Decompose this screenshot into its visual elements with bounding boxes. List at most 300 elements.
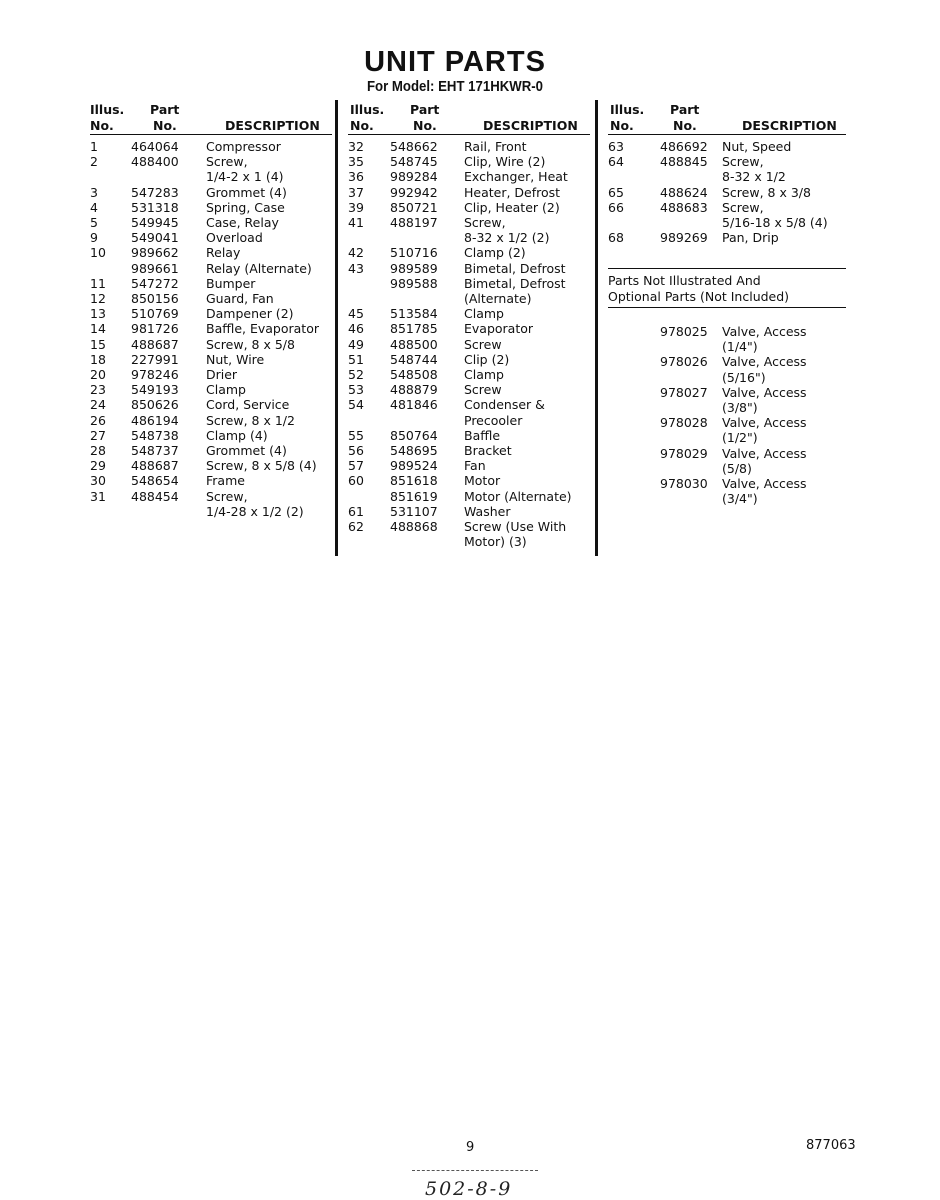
table-row <box>348 337 590 352</box>
description-line: Screw, 8 x 3/8 <box>722 184 811 200</box>
illus-number: 2 <box>90 154 98 170</box>
part-number: 850626 <box>131 397 179 413</box>
description-line: Clamp (2) <box>464 245 526 261</box>
illus-number: 49 <box>348 336 364 352</box>
description-line: Dampener (2) <box>206 306 294 322</box>
illus-header-line2: No. <box>350 118 374 133</box>
description-line: Valve, Access <box>722 324 807 339</box>
part-number: 488454 <box>131 488 179 504</box>
part-header-line2: No. <box>673 118 697 133</box>
parts-column <box>90 100 332 519</box>
description-line: 5/16-18 x 5/8 (4) <box>722 215 828 231</box>
table-row <box>348 139 590 154</box>
description-line: Fan <box>464 458 486 474</box>
table-row <box>348 428 590 443</box>
table-row <box>348 245 590 260</box>
table-row <box>90 352 332 367</box>
description-line: Pan, Drip <box>722 230 779 246</box>
illus-header-line1: Illus. <box>350 102 385 117</box>
table-row <box>608 185 846 200</box>
part-number: 488687 <box>131 336 179 352</box>
illus-number: 11 <box>90 275 106 291</box>
illus-number: 42 <box>348 245 364 261</box>
part-description <box>722 415 807 445</box>
part-description <box>206 200 285 215</box>
illus-number: 55 <box>348 427 364 443</box>
part-description <box>464 489 572 504</box>
table-row <box>348 200 590 215</box>
illus-number: 35 <box>348 154 364 170</box>
illus-number <box>348 276 390 306</box>
description-line: Cord, Service <box>206 397 290 413</box>
part-header-line2: No. <box>413 118 437 133</box>
table-row <box>348 321 590 336</box>
description-line: Exchanger, Heat <box>464 169 568 185</box>
description-line: Rail, Front <box>464 139 527 154</box>
part-description <box>722 185 811 200</box>
description-line: Drier <box>206 367 238 383</box>
illus-number: 18 <box>90 351 106 367</box>
part-description <box>206 382 246 397</box>
illus-number: 29 <box>90 458 106 474</box>
description-line: (3/8") <box>722 400 758 416</box>
part-number: 850156 <box>131 291 179 307</box>
part-number: 513584 <box>390 306 438 322</box>
table-row <box>348 382 590 397</box>
part-description <box>206 245 240 260</box>
part-number: 978025 <box>660 324 708 339</box>
description-line: Precooler <box>464 412 523 428</box>
part-number: 488683 <box>660 199 708 215</box>
description-line: Valve, Access <box>722 445 807 461</box>
part-description <box>464 428 500 443</box>
part-description <box>722 324 807 354</box>
description-line: 1/4-28 x 1/2 (2) <box>206 503 304 519</box>
part-number: 978026 <box>660 354 708 370</box>
description-line: (5/16") <box>722 369 766 385</box>
part-description <box>206 443 287 458</box>
description-line: 8-32 x 1/2 (2) <box>464 230 550 246</box>
table-row <box>348 367 590 382</box>
description-line: Clamp (4) <box>206 427 268 443</box>
illus-number: 1 <box>90 139 98 154</box>
illus-number: 56 <box>348 443 364 459</box>
part-description <box>464 382 502 397</box>
part-description <box>464 169 568 184</box>
description-line: Guard, Fan <box>206 291 274 307</box>
handwritten-note: 502-8-9 <box>425 1178 513 1200</box>
description-line: 8-32 x 1/2 <box>722 169 786 185</box>
part-number: 989588 <box>390 275 438 291</box>
part-number: 989269 <box>660 230 708 246</box>
part-number: 488624 <box>660 184 708 200</box>
part-number: 488400 <box>131 154 179 170</box>
parts-column <box>608 100 846 245</box>
illus-number: 60 <box>348 473 364 489</box>
part-description <box>722 139 791 154</box>
illus-number: 13 <box>90 306 106 322</box>
description-line: (1/2") <box>722 430 758 446</box>
description-line: Baffle <box>464 427 501 443</box>
part-number: 547283 <box>131 184 179 200</box>
optional-parts-heading <box>608 268 846 308</box>
illus-number: 39 <box>348 199 364 215</box>
illus-number: 62 <box>348 519 364 535</box>
illus-number: 5 <box>90 215 98 231</box>
part-description <box>206 230 263 245</box>
illus-number: 31 <box>90 488 106 504</box>
table-row <box>90 321 332 336</box>
illus-number: 53 <box>348 382 364 398</box>
part-description <box>464 306 504 321</box>
parts-rows <box>90 139 332 519</box>
part-description <box>464 397 545 427</box>
illus-number: 27 <box>90 427 106 443</box>
table-row <box>90 245 332 260</box>
table-row <box>348 185 590 200</box>
part-description <box>206 185 287 200</box>
table-row <box>90 306 332 321</box>
part-description <box>206 139 281 154</box>
description-line: Relay <box>206 245 241 261</box>
description-header: DESCRIPTION <box>483 118 578 133</box>
illus-number: 26 <box>90 412 106 428</box>
part-number: 486692 <box>660 139 708 154</box>
part-description <box>722 154 786 184</box>
part-number: 989284 <box>390 169 438 185</box>
table-row <box>660 476 807 506</box>
description-line: Nut, Speed <box>722 139 792 154</box>
description-line: Valve, Access <box>722 476 807 492</box>
part-description <box>464 276 566 306</box>
description-line: Screw, <box>206 488 248 504</box>
part-number: 978027 <box>660 384 708 400</box>
part-number: 851619 <box>390 488 438 504</box>
part-description <box>464 185 560 200</box>
table-row <box>660 324 807 354</box>
description-line: Clamp <box>206 382 246 398</box>
table-row <box>90 139 332 154</box>
table-row <box>90 367 332 382</box>
table-row <box>90 291 332 306</box>
table-row <box>90 261 332 276</box>
part-description <box>206 291 274 306</box>
description-line: Screw, <box>464 215 506 231</box>
part-number: 992942 <box>390 184 438 200</box>
part-number: 548737 <box>131 443 179 459</box>
part-number: 488879 <box>390 382 438 398</box>
table-row <box>608 200 846 230</box>
description-line: Evaporator <box>464 321 534 337</box>
table-row <box>90 382 332 397</box>
description-line: Bracket <box>464 443 512 459</box>
part-description <box>722 354 807 384</box>
illus-number: 15 <box>90 336 106 352</box>
part-description <box>206 397 289 412</box>
part-number: 548745 <box>390 154 438 170</box>
illus-number: 43 <box>348 260 364 276</box>
optional-heading-line: Parts Not Illustrated And <box>608 273 761 288</box>
illus-header-line2: No. <box>90 118 114 133</box>
column-divider <box>335 100 338 556</box>
table-row <box>90 489 332 519</box>
part-number: 488500 <box>390 336 438 352</box>
table-row <box>660 415 807 445</box>
part-number: 851618 <box>390 473 438 489</box>
part-number: 486194 <box>131 412 179 428</box>
part-description <box>206 154 284 184</box>
part-number: 978246 <box>131 367 179 383</box>
table-row <box>90 200 332 215</box>
table-row <box>90 185 332 200</box>
document-number: 877063 <box>806 1138 856 1153</box>
illus-number: 30 <box>90 473 106 489</box>
part-description <box>206 428 268 443</box>
description-line: Bimetal, Defrost <box>464 275 566 291</box>
table-row <box>348 276 590 306</box>
table-row <box>90 337 332 352</box>
table-row <box>608 230 846 245</box>
page-title: UNIT PARTS <box>364 46 546 78</box>
part-header-line2: No. <box>153 118 177 133</box>
part-number: 531318 <box>131 199 179 215</box>
description-line: Screw, 8 x 5/8 <box>206 336 295 352</box>
table-row <box>90 276 332 291</box>
description-line: Relay (Alternate) <box>206 260 312 276</box>
part-description <box>464 245 526 260</box>
table-row <box>348 473 590 488</box>
table-row <box>348 261 590 276</box>
table-row <box>348 504 590 519</box>
part-number: 989662 <box>131 245 179 261</box>
part-number: 851785 <box>390 321 438 337</box>
part-number: 850721 <box>390 199 438 215</box>
illus-number: 51 <box>348 351 364 367</box>
description-line: Motor (Alternate) <box>464 488 572 504</box>
optional-heading-line: Optional Parts (Not Included) <box>608 288 790 304</box>
description-line: Nut, Wire <box>206 351 265 367</box>
table-row <box>90 413 332 428</box>
part-description <box>206 413 295 428</box>
part-number: 548654 <box>131 473 179 489</box>
table-row <box>90 428 332 443</box>
table-row <box>348 519 590 549</box>
description-line: Spring, Case <box>206 199 285 215</box>
part-number: 978029 <box>660 445 708 461</box>
illus-number: 23 <box>90 382 106 398</box>
part-number: 510716 <box>390 245 438 261</box>
description-line: Bimetal, Defrost <box>464 260 566 276</box>
table-row <box>90 458 332 473</box>
column-divider <box>595 100 598 556</box>
part-number: 850764 <box>390 427 438 443</box>
illus-number: 54 <box>348 397 364 413</box>
table-row <box>90 473 332 488</box>
description-line: Screw, <box>722 199 764 215</box>
part-description <box>206 261 312 276</box>
part-description <box>464 321 533 336</box>
table-row <box>348 215 590 245</box>
table-row <box>608 139 846 154</box>
table-row <box>90 215 332 230</box>
illus-number <box>90 261 131 276</box>
table-row <box>608 154 846 184</box>
part-number: 510769 <box>131 306 179 322</box>
table-row <box>348 154 590 169</box>
part-description <box>206 352 264 367</box>
part-number: 978028 <box>660 415 708 431</box>
table-row <box>348 352 590 367</box>
part-description <box>722 230 779 245</box>
illus-number: 52 <box>348 367 364 383</box>
part-description <box>206 276 255 291</box>
part-number: 548695 <box>390 443 438 459</box>
description-line: Washer <box>464 503 511 519</box>
description-line: Motor) (3) <box>464 534 527 550</box>
table-row <box>90 443 332 458</box>
description-line: Clamp <box>464 306 504 322</box>
description-line: Clamp <box>464 367 504 383</box>
illus-number: 20 <box>90 367 106 383</box>
description-line: Screw, 8 x 1/2 <box>206 412 295 428</box>
part-description <box>464 519 566 549</box>
part-number: 488868 <box>390 519 438 535</box>
illus-number: 57 <box>348 458 364 474</box>
table-row <box>90 154 332 184</box>
part-number: 989661 <box>131 260 179 276</box>
description-line: Screw <box>464 382 502 398</box>
table-row <box>348 458 590 473</box>
part-number: 549041 <box>131 230 179 246</box>
table-row <box>660 385 807 415</box>
description-line: Screw, <box>722 154 764 170</box>
description-line: Clip (2) <box>464 351 510 367</box>
parts-rows <box>608 139 846 245</box>
illus-number: 64 <box>608 154 624 170</box>
description-line: (Alternate) <box>464 291 532 307</box>
parts-rows <box>348 139 590 549</box>
part-number: 481846 <box>390 397 438 413</box>
illus-number <box>348 489 390 504</box>
illus-header-line1: Illus. <box>90 102 125 117</box>
description-line: Screw, 8 x 5/8 (4) <box>206 458 317 474</box>
part-number: 227991 <box>131 351 179 367</box>
model-subtitle: For Model: EHT 171HKWR-0 <box>366 78 543 95</box>
illus-number: 3 <box>90 184 98 200</box>
description-line: Baffle, Evaporator <box>206 321 319 337</box>
part-number: 549945 <box>131 215 179 231</box>
description-line: Grommet (4) <box>206 184 287 200</box>
description-line: Case, Relay <box>206 215 279 231</box>
table-row <box>660 446 807 476</box>
part-number: 548738 <box>131 427 179 443</box>
part-header-line1: Part <box>410 102 440 117</box>
illus-number: 65 <box>608 184 624 200</box>
part-number: 549193 <box>131 382 179 398</box>
part-description <box>464 473 500 488</box>
part-description <box>722 476 807 506</box>
part-description <box>206 321 319 336</box>
illus-number: 68 <box>608 230 624 246</box>
column-header <box>348 100 590 135</box>
handwritten-dashes <box>412 1170 538 1171</box>
optional-parts-list <box>660 324 807 506</box>
illus-number: 45 <box>348 306 364 322</box>
description-line: (3/4") <box>722 491 758 507</box>
part-number: 981726 <box>131 321 179 337</box>
description-line: Heater, Defrost <box>464 184 561 200</box>
part-description <box>206 215 279 230</box>
part-number: 488687 <box>131 458 179 474</box>
illus-number: 28 <box>90 443 106 459</box>
description-line: Screw (Use With <box>464 519 567 535</box>
description-line: Valve, Access <box>722 384 807 400</box>
description-line: Frame <box>206 473 245 489</box>
part-number: 547272 <box>131 275 179 291</box>
illus-number: 32 <box>348 139 364 154</box>
description-line: (1/4") <box>722 339 758 355</box>
part-number: 548744 <box>390 351 438 367</box>
part-description <box>206 367 237 382</box>
table-row <box>348 397 590 427</box>
part-number: 548508 <box>390 367 438 383</box>
illus-number: 46 <box>348 321 364 337</box>
part-description <box>464 458 486 473</box>
column-header <box>608 100 846 135</box>
part-description <box>206 473 245 488</box>
part-description <box>206 489 304 519</box>
part-description <box>722 200 828 230</box>
table-row <box>90 397 332 412</box>
column-header <box>90 100 332 135</box>
description-line: Motor <box>464 473 501 489</box>
table-row <box>660 354 807 384</box>
illus-number: 9 <box>90 230 98 246</box>
illus-number: 14 <box>90 321 106 337</box>
description-line: Bumper <box>206 275 256 291</box>
illus-header-line1: Illus. <box>610 102 645 117</box>
part-description <box>464 352 509 367</box>
table-row <box>348 489 590 504</box>
part-description <box>464 154 545 169</box>
part-number: 488845 <box>660 154 708 170</box>
description-line: Screw <box>464 336 502 352</box>
table-row <box>348 169 590 184</box>
part-number: 488197 <box>390 215 438 231</box>
illus-number: 10 <box>90 245 106 261</box>
table-row <box>348 443 590 458</box>
description-line: Grommet (4) <box>206 443 287 459</box>
parts-column <box>348 100 590 549</box>
part-description <box>722 446 807 476</box>
part-description <box>464 215 550 245</box>
illus-number: 12 <box>90 291 106 307</box>
part-description <box>464 261 566 276</box>
part-description <box>206 458 317 473</box>
illus-number: 24 <box>90 397 106 413</box>
description-line: Valve, Access <box>722 415 807 431</box>
part-description <box>206 337 295 352</box>
part-number: 978030 <box>660 476 708 492</box>
description-line: Screw, <box>206 154 248 170</box>
description-line: Compressor <box>206 139 281 154</box>
table-row <box>348 306 590 321</box>
description-line: Clip, Wire (2) <box>464 154 546 170</box>
illus-number: 36 <box>348 169 364 185</box>
part-number: 531107 <box>390 503 438 519</box>
part-number: 989524 <box>390 458 438 474</box>
description-line: Clip, Heater (2) <box>464 199 560 215</box>
